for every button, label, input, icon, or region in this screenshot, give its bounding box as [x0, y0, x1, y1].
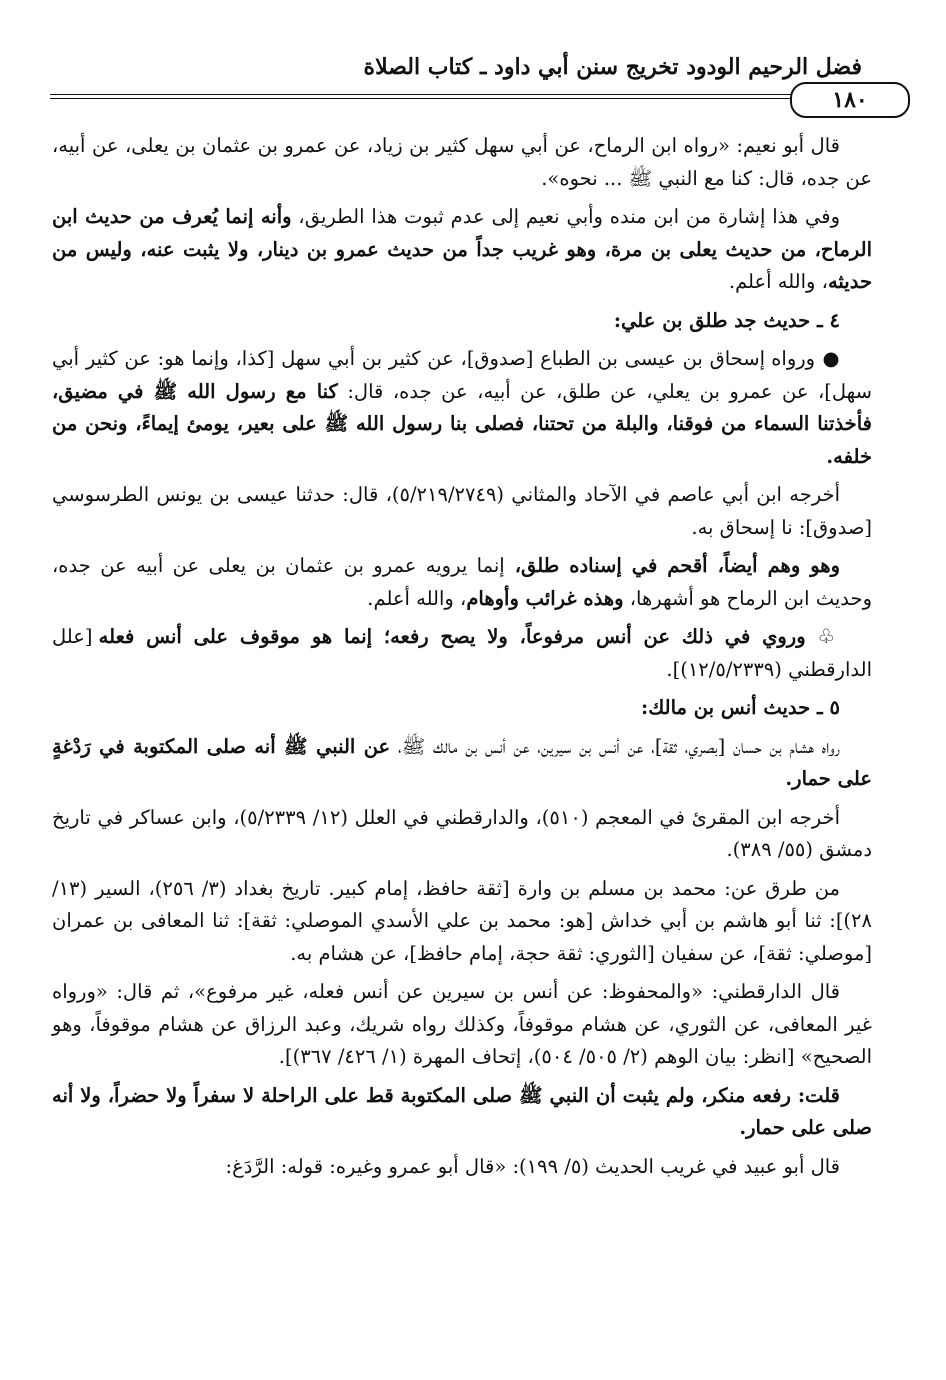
- bold-text: ●: [815, 347, 840, 370]
- running-title: فضل الرحيم الودود تخريج سنن أبي داود ـ كتاب الصلاة: [363, 54, 862, 80]
- bold-text: وهو وهم أيضاً، أقحم في إسناده طلق،: [504, 554, 841, 577]
- text: ورواه إسحاق بن عيسى بن الطباع [صدوق]، عن كثير بن أبي سهل [كذا، وإنما هو: عن كثير أبي سهل]، عن عمرو بن يعلي، عن طلق، عن أبيه، عن جده، قال:: [52, 347, 872, 403]
- header-rule-top: [50, 94, 870, 95]
- text: أخرجه ابن المقرئ في المعجم (٥١٠)، والدارقطني في العلل (١٢/ ٥/٢٣٣٩)، وابن عساكر في تاريخ دمشق (٥٥/ ٣٨٩).: [52, 805, 872, 861]
- bold-text: عن النبي ﷺ أنه صلى المكتوبة في رَدْغةٍ على حمار.: [52, 734, 872, 790]
- header-rule-bottom: [50, 98, 870, 99]
- text: ، والله أعلم.: [367, 586, 467, 610]
- text: قال أبو عبيد في غريب الحديث (٥/ ١٩٩): «قال أبو عمرو وغيره: قوله: الرَّدَغ:: [225, 1154, 840, 1178]
- paragraph: [52, 550, 872, 615]
- text: من طرق عن: محمد بن مسلم بن وارة [ثقة حافظ، إمام كبير. تاريخ بغداد (٣/ ٢٥٦)، السير (١٣/ ٢٨)]: ثنا أبو هاشم بن أبي خداش [هو: محمد بن علي الأسدي الموصلي: ثقة]: ثنا المعافى بن عمران [موصلي: ثقة]، عن سفيان [الثوري: ثقة حجة، إمام حافظ]، عن هشام به.: [52, 876, 872, 965]
- paragraph: [52, 802, 872, 867]
- paragraph: [52, 343, 872, 473]
- page-header: [50, 46, 870, 136]
- bold-text: قلت: رفعه منكر، ولم يثبت أن النبي ﷺ صلى المكتوبة قط على الراحلة لا سفراً ولا حضراً، ولا أنه صلى على حمار.: [52, 1083, 872, 1139]
- text: أخرجه ابن أبي عاصم في الآحاد والمثاني (٥/٢١٩/٢٧٤٩)، قال: حدثنا عيسى بن يونس الطرسوسي [صدوق]: نا إسحاق به.: [52, 483, 872, 539]
- text: [علل الدارقطني (١٢/٥/٢٣٣٩)].: [52, 625, 872, 681]
- paragraph: [52, 731, 872, 796]
- bold-text: وهذه غرائب وأوهام: [466, 586, 624, 610]
- text: ، والله أعلم.: [728, 270, 828, 293]
- paragraph: [52, 130, 872, 195]
- bold-text: وأنه إنما يُعرف من حديث ابن الرماح، من حديث يعلى بن مرة، وهو غريب جداً من حديث عمرو بن دينار، ولا يثبت عنه، وليس من حديثه: [52, 205, 872, 293]
- section-heading: [52, 692, 872, 725]
- main-text: [52, 130, 872, 1189]
- paragraph: [52, 201, 872, 299]
- text: قال الدارقطني: «والمحفوظ: عن أنس بن سيرين عن أنس فعله، غير مرفوع»، ثم قال: «ورواه غير المعافى، عن الثوري، عن هشام موقوفاً، وكذلك رواه شريك، وعبد الرزاق عن هشام موقوفاً، وهو الصحيح» [انظر: بيان الوهم (٢/ ٥٠٥/ ٥٠٤)، إتحاف المهرة (١/ ٤٢٦/ ٣٦٧)].: [52, 980, 872, 1068]
- paragraph: [52, 1080, 872, 1145]
- text: إنما يرويه عمرو بن عثمان بن يعلى عن أبيه عن جده، وحديث ابن الرماح هو أشهرها،: [52, 554, 872, 610]
- text: رواه هشام بن حسان [بصري، ثقة]، عن أنس بن سيرين، عن أنس بن مالك ﷺ،: [390, 734, 841, 758]
- text: قال أبو نعيم: «رواه ابن الرماح، عن أبي سهل كثير بن زياد، عن عمرو بن عثمان بن يعلى، عن أبيه، عن جده، قال: كنا مع النبي ﷺ ... نحوه».: [52, 134, 872, 190]
- bold-text: ♧ وروي في ذلك عن أنس مرفوعاً، ولا يصح رفعه؛ إنما هو موقوف على أنس فعله: [98, 625, 840, 648]
- section-heading: [52, 305, 872, 338]
- paragraph: [52, 1151, 872, 1184]
- paragraph: [52, 479, 872, 544]
- bold-text: ٤ ـ حديث جد طلق بن علي:: [613, 308, 840, 332]
- paragraph: [52, 621, 872, 686]
- paragraph: [52, 976, 872, 1074]
- bold-text: كنا مع رسول الله ﷺ في مضيق، فأخذتنا السماء من فوقنا، والبلة من تحتنا، فصلى بنا رسول الله ﷺ على بعير، يومئ إيماءً، ونحن من خلفه.: [52, 379, 872, 468]
- page-number: ١٨٠: [790, 82, 910, 118]
- bold-text: ٥ ـ حديث أنس بن مالك:: [641, 696, 840, 719]
- text: وفي هذا إشارة من ابن منده وأبي نعيم إلى عدم ثبوت هذا الطريق،: [291, 205, 840, 228]
- paragraph: [52, 873, 872, 971]
